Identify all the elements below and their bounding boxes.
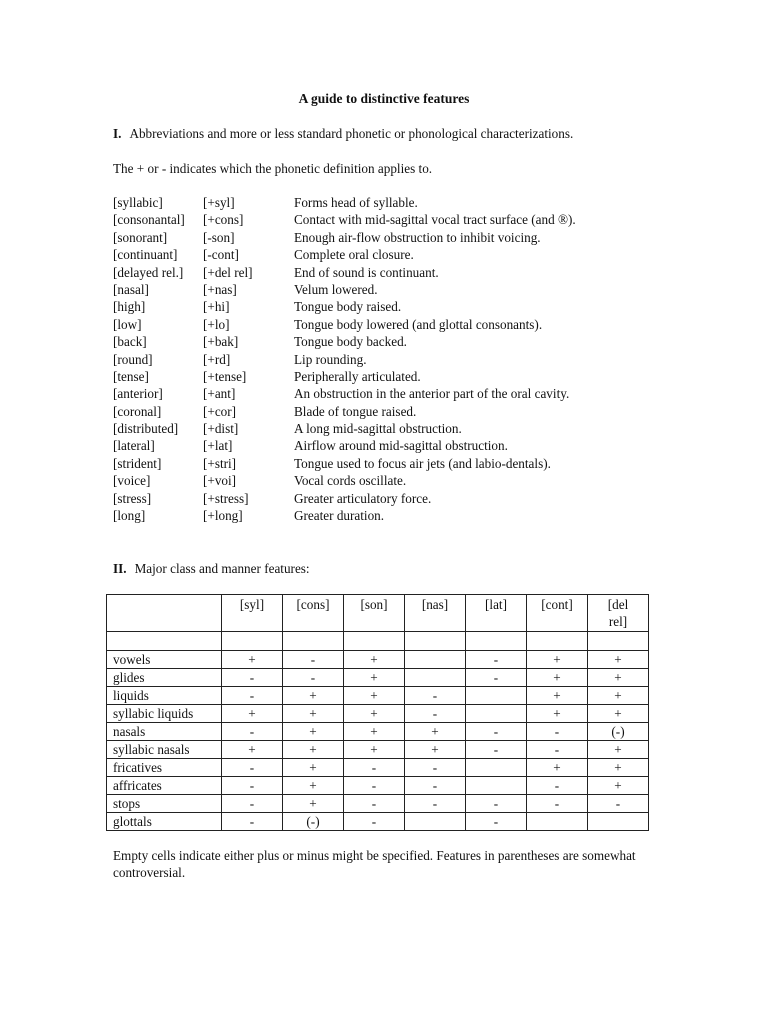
feature-abbreviation: [+bak]: [203, 334, 239, 350]
feature-name: [tense]: [113, 368, 149, 384]
section-2-heading-text: Major class and manner features:: [134, 561, 310, 576]
table-cell: -: [344, 759, 405, 777]
row-label: liquids: [107, 687, 222, 705]
table-row: [107, 741, 649, 759]
column-header: [del rel]: [588, 595, 649, 632]
feature-definition: Tongue used to focus air jets (and labio-dentals).: [294, 455, 551, 471]
feature-name: [anterior]: [113, 386, 163, 402]
table-cell: -: [344, 795, 405, 813]
table-cell: -: [222, 759, 283, 777]
table-cell: +: [405, 741, 466, 759]
table-cell: -: [527, 723, 588, 741]
feature-abbreviation: [+syl]: [203, 195, 235, 210]
table-cell: -: [466, 741, 527, 759]
table-cell: -: [222, 795, 283, 813]
table-cell: -: [466, 669, 527, 687]
row-label: syllabic liquids: [107, 705, 222, 723]
feature-name: [distributed]: [113, 421, 179, 437]
table-cell: (-): [588, 723, 649, 741]
feature-definition: End of sound is continuant.: [294, 264, 439, 280]
table-cell: [466, 705, 527, 723]
table-cell: +: [405, 723, 466, 741]
column-header: [son]: [344, 595, 405, 632]
table-cell: [466, 632, 527, 651]
table-cell: -: [222, 723, 283, 741]
section-1-heading: [113, 126, 573, 142]
feature-name: [lateral]: [113, 438, 155, 454]
table-cell: -: [283, 669, 344, 687]
table-cell: (-): [283, 813, 344, 831]
row-label: [107, 632, 222, 651]
row-label: glottals: [107, 813, 222, 831]
table-row: [107, 777, 649, 795]
table-cell: -: [405, 705, 466, 723]
table-cell: +: [222, 741, 283, 759]
table-cell: +: [222, 705, 283, 723]
table-cell: -: [466, 651, 527, 669]
feature-name: [strident]: [113, 455, 162, 471]
table-row: [107, 651, 649, 669]
table-cell: -: [588, 795, 649, 813]
row-label: syllabic nasals: [107, 741, 222, 759]
feature-definition: A long mid-sagittal obstruction.: [294, 421, 462, 437]
table-cell: [466, 759, 527, 777]
table-cell: +: [283, 687, 344, 705]
feature-definition: Forms head of syllable.: [294, 195, 418, 210]
section-1-heading-text: Abbreviations and more or less standard phonetic or phonological characterizations.: [129, 126, 574, 141]
feature-name: [continuant]: [113, 247, 178, 263]
feature-definition: Airflow around mid-sagittal obstruction.: [294, 438, 508, 454]
table-cell: +: [527, 759, 588, 777]
feature-abbreviation: [+nas]: [203, 281, 237, 297]
table-cell: +: [344, 705, 405, 723]
table-cell: -: [405, 777, 466, 795]
feature-definition: Greater articulatory force.: [294, 490, 432, 506]
table-cell: -: [405, 795, 466, 813]
feature-name: [nasal]: [113, 281, 149, 297]
table-cell: +: [588, 759, 649, 777]
table-cell: +: [222, 651, 283, 669]
feature-definition: Tongue body raised.: [294, 299, 402, 315]
feature-definition: Velum lowered.: [294, 281, 378, 297]
table-cell: [405, 632, 466, 651]
table-cell: +: [527, 687, 588, 705]
table-cell: +: [283, 777, 344, 795]
table-cell: -: [344, 813, 405, 831]
feature-name: [high]: [113, 299, 146, 315]
table-row: [107, 723, 649, 741]
table-cell: +: [588, 741, 649, 759]
table-cell: [283, 632, 344, 651]
table-cell: -: [222, 777, 283, 795]
feature-abbreviation: [-son]: [203, 229, 235, 245]
table-cell: -: [222, 669, 283, 687]
table-cell: [588, 632, 649, 651]
feature-abbreviation: [-cont]: [203, 247, 239, 263]
feature-name: [back]: [113, 334, 147, 350]
table-row: [107, 632, 649, 651]
table-row: [107, 669, 649, 687]
section-1-intro: The + or - indicates which the phonetic definition applies to.: [113, 161, 433, 176]
feature-name: [consonantal]: [113, 212, 185, 228]
row-label: fricatives: [107, 759, 222, 777]
table-cell: -: [405, 759, 466, 777]
feature-abbreviation: [+lo]: [203, 316, 230, 332]
table-cell: +: [344, 687, 405, 705]
row-label: glides: [107, 669, 222, 687]
table-cell: +: [527, 669, 588, 687]
table-cell: +: [527, 705, 588, 723]
table-cell: [527, 632, 588, 651]
feature-name: [delayed rel.]: [113, 264, 184, 280]
table-cell: +: [588, 669, 649, 687]
table-cell: +: [344, 741, 405, 759]
table-cell: [466, 687, 527, 705]
table-cell: +: [283, 759, 344, 777]
table-cell: -: [527, 795, 588, 813]
table-cell: +: [283, 741, 344, 759]
table-cell: +: [283, 795, 344, 813]
feature-name: [voice]: [113, 473, 151, 489]
table-cell: -: [527, 777, 588, 795]
feature-abbreviation: [+tense]: [203, 368, 247, 384]
column-header: [lat]: [466, 595, 527, 632]
table-cell: [405, 651, 466, 669]
feature-name: [low]: [113, 316, 142, 332]
table-cell: [527, 813, 588, 831]
table-row: [107, 705, 649, 723]
table-cell: [344, 632, 405, 651]
section-1-number: I.: [113, 126, 122, 141]
section-2-number: II.: [113, 561, 127, 576]
feature-name: [round]: [113, 351, 153, 367]
row-label: vowels: [107, 651, 222, 669]
column-header: [syl]: [222, 595, 283, 632]
feature-abbreviation: [+lat]: [203, 438, 233, 454]
table-row: [107, 813, 649, 831]
feature-definition: Greater duration.: [294, 508, 385, 524]
feature-name: [long]: [113, 508, 146, 524]
feature-abbreviation: [+long]: [203, 508, 243, 524]
feature-name: [coronal]: [113, 403, 162, 419]
row-label: stops: [107, 795, 222, 813]
table-note: Empty cells indicate either plus or minus might be specified. Features in parentheses are somewhat controversial.: [113, 848, 636, 880]
table-cell: -: [466, 723, 527, 741]
feature-name: [sonorant]: [113, 229, 168, 245]
table-header-row: [107, 595, 649, 632]
feature-abbreviation: [+voi]: [203, 473, 237, 489]
table-cell: +: [344, 669, 405, 687]
row-label: nasals: [107, 723, 222, 741]
table-cell: [405, 669, 466, 687]
table-cell: [466, 777, 527, 795]
table-cell: [588, 813, 649, 831]
table-cell: +: [588, 651, 649, 669]
column-header: [107, 595, 222, 632]
feature-definition: Blade of tongue raised.: [294, 403, 417, 419]
table-cell: +: [344, 651, 405, 669]
table-cell: -: [283, 651, 344, 669]
page-title: A guide to distinctive features: [298, 91, 470, 106]
feature-definition: Peripherally articulated.: [294, 368, 421, 384]
feature-name: [syllabic]: [113, 195, 163, 210]
feature-abbreviation: [+dist]: [203, 421, 239, 437]
table-cell: -: [466, 813, 527, 831]
feature-abbreviation: [+del rel]: [203, 264, 253, 280]
feature-abbreviation: [+cons]: [203, 212, 244, 228]
table-cell: -: [222, 813, 283, 831]
feature-table: [106, 594, 649, 831]
feature-name: [stress]: [113, 490, 152, 506]
section-2-heading: [113, 561, 310, 577]
table-row: [107, 687, 649, 705]
feature-abbreviation: [+rd]: [203, 351, 231, 367]
column-header: [nas]: [405, 595, 466, 632]
table-row: [107, 795, 649, 813]
feature-definition: Lip rounding.: [294, 351, 367, 367]
feature-definition: Tongue body backed.: [294, 334, 407, 350]
feature-abbreviation: [+hi]: [203, 299, 230, 315]
feature-definition: Complete oral closure.: [294, 247, 414, 263]
feature-definition: Tongue body lowered (and glottal consonants).: [294, 316, 543, 332]
table-cell: [222, 632, 283, 651]
feature-abbreviation: [+stri]: [203, 455, 237, 471]
feature-definition: Contact with mid-sagittal vocal tract surface (and ®).: [294, 212, 576, 228]
table-cell: -: [466, 795, 527, 813]
feature-abbreviation: [+cor]: [203, 403, 237, 419]
table-cell: -: [344, 777, 405, 795]
feature-abbreviation: [+ant]: [203, 386, 236, 402]
table-cell: +: [588, 777, 649, 795]
table-cell: +: [527, 651, 588, 669]
feature-definition: An obstruction in the anterior part of the oral cavity.: [294, 386, 570, 402]
table-cell: -: [405, 687, 466, 705]
column-header: [cons]: [283, 595, 344, 632]
table-cell: +: [588, 705, 649, 723]
table-row: [107, 759, 649, 777]
table-cell: +: [344, 723, 405, 741]
column-header: [cont]: [527, 595, 588, 632]
row-label: affricates: [107, 777, 222, 795]
table-cell: +: [283, 705, 344, 723]
feature-abbreviation: [+stress]: [203, 490, 249, 506]
feature-definition: Vocal cords oscillate.: [294, 473, 407, 489]
table-cell: +: [588, 687, 649, 705]
table-cell: -: [222, 687, 283, 705]
feature-definition: Enough air-flow obstruction to inhibit voicing.: [294, 229, 541, 245]
table-cell: [405, 813, 466, 831]
table-cell: -: [527, 741, 588, 759]
table-cell: +: [283, 723, 344, 741]
